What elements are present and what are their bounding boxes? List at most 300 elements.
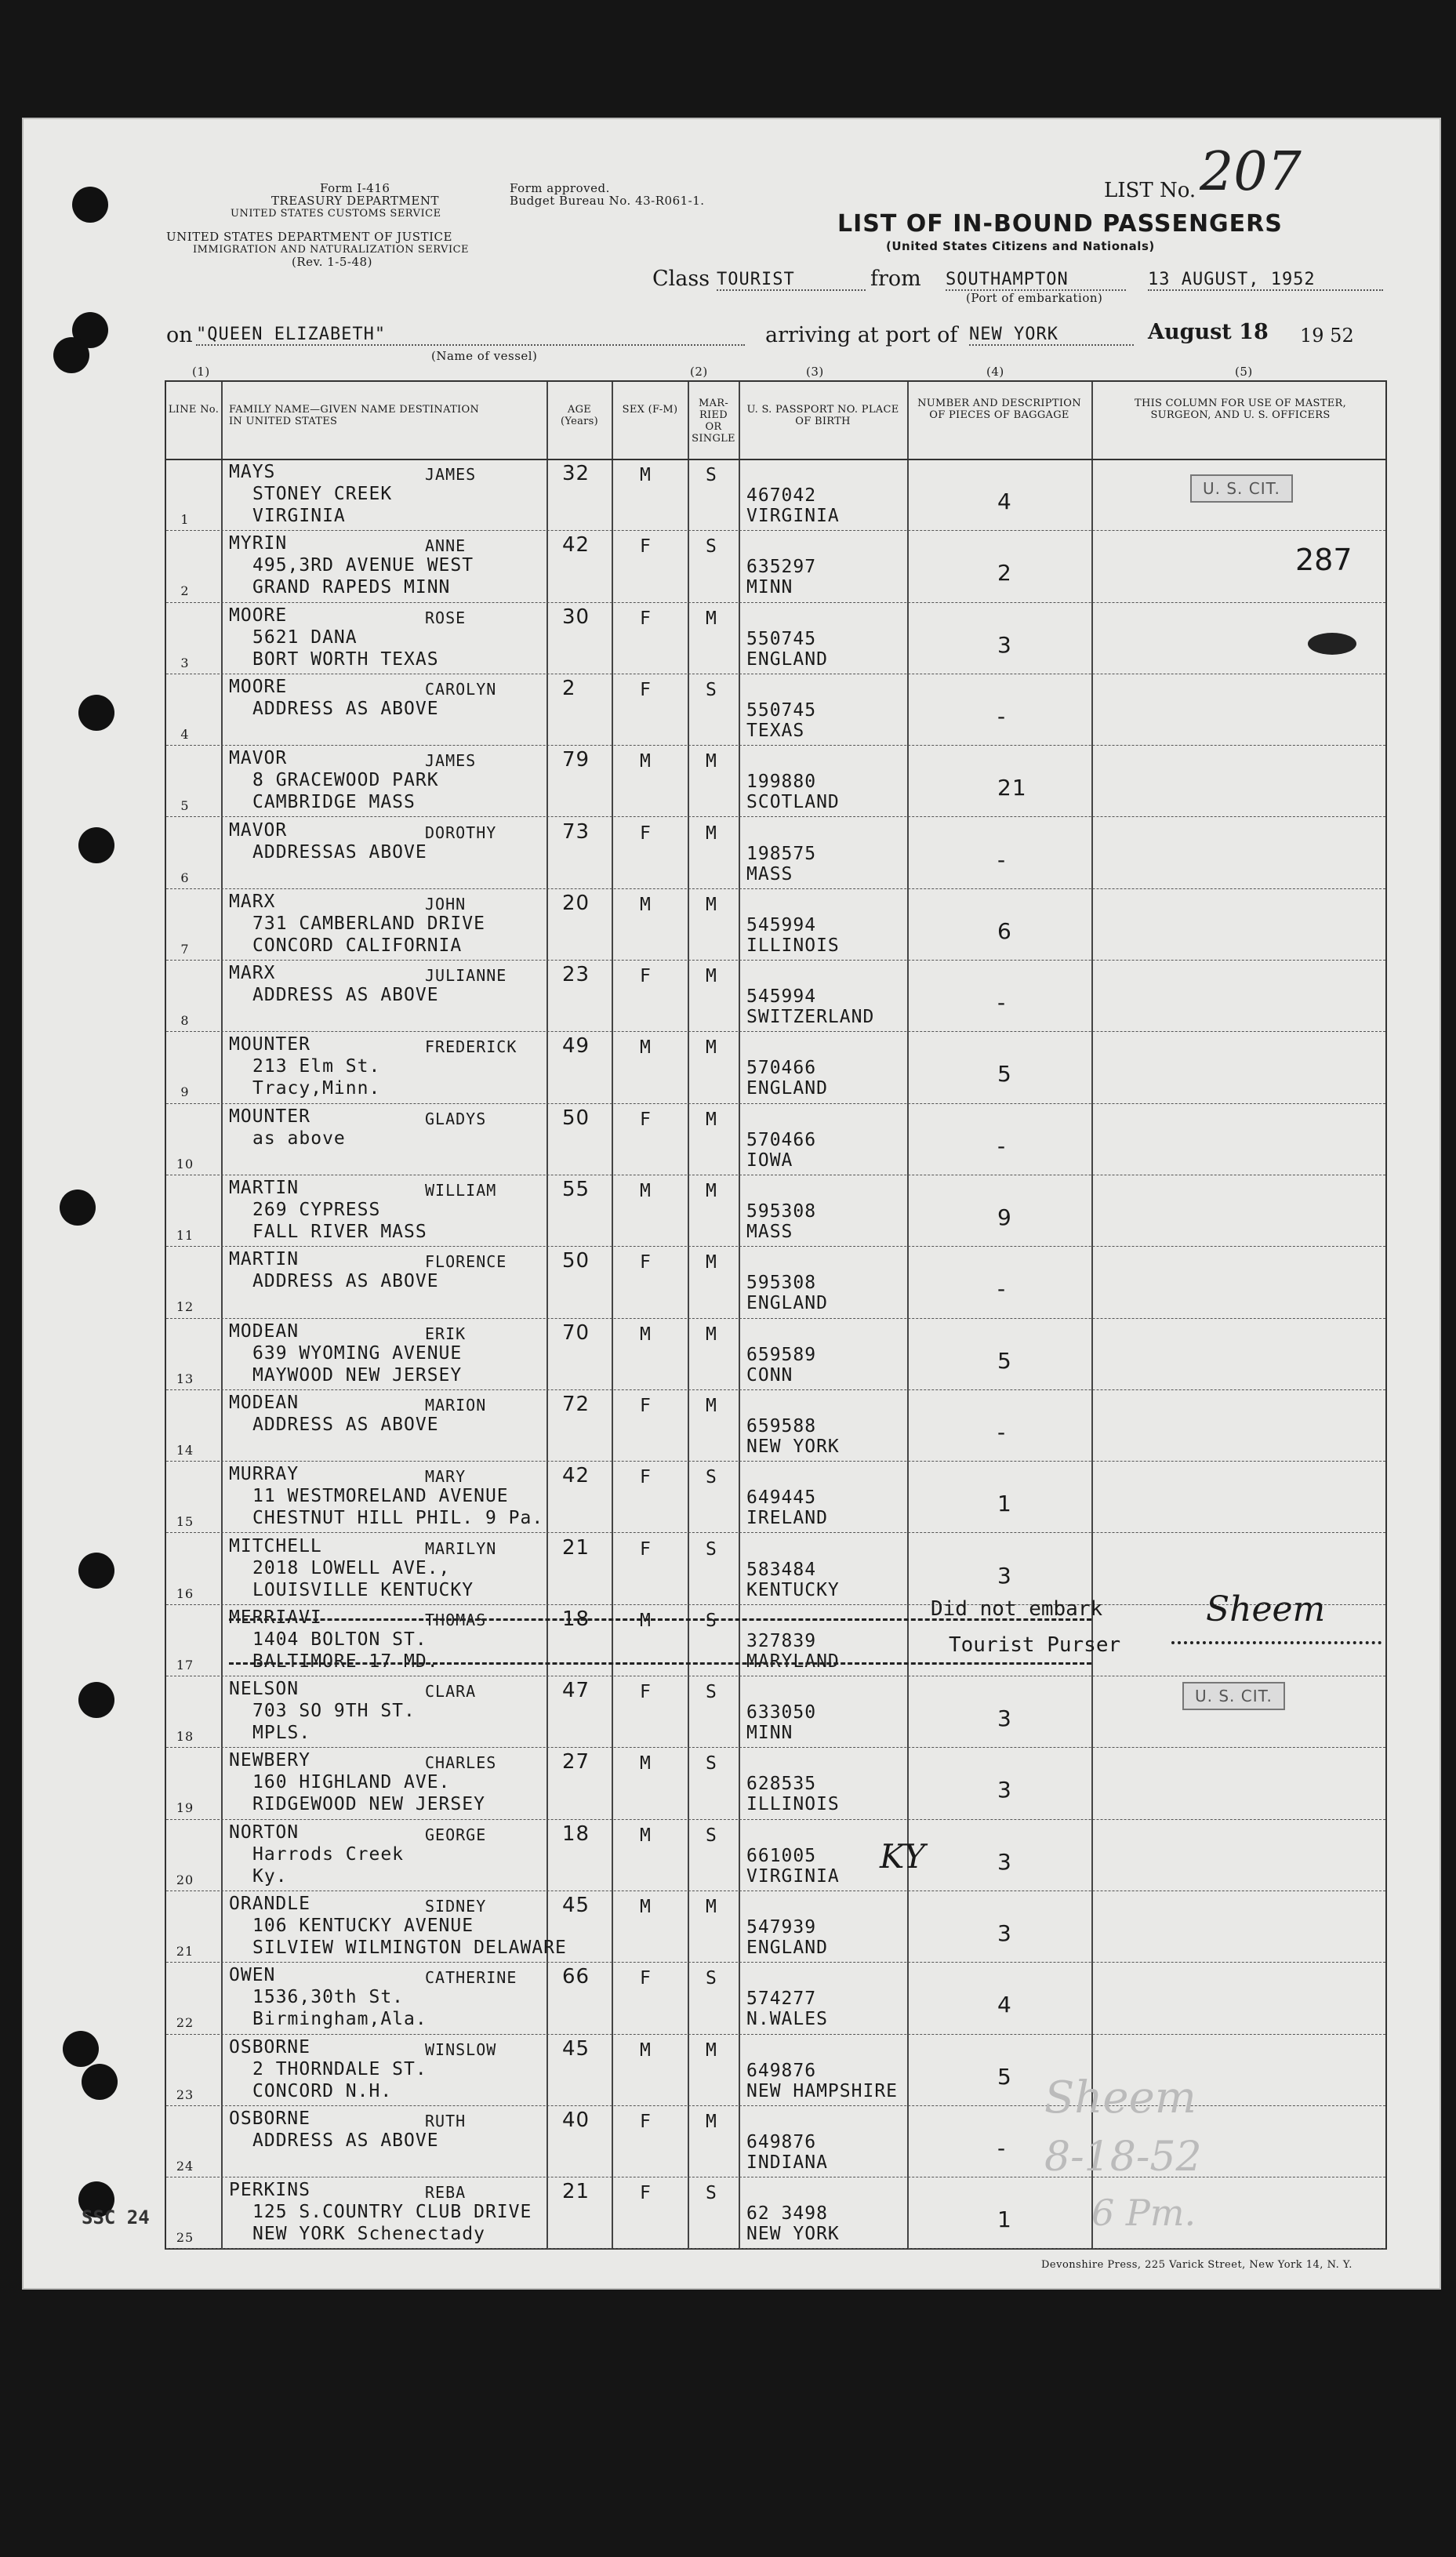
embark-date: 13 AUGUST, 1952 (1148, 270, 1383, 291)
family-name: ORANDLE (229, 1894, 310, 1914)
header-passport: U. S. PASSPORT NO. PLACE OF BIRTH (746, 404, 899, 427)
address-line-1: 703 SO 9TH ST. (252, 1701, 416, 1722)
marital-status: M (706, 966, 717, 987)
line-number: 11 (176, 1228, 194, 1243)
passport-number: 199880 (746, 772, 817, 793)
baggage-count: - (997, 1132, 1007, 1159)
baggage-count: 21 (997, 775, 1027, 801)
line-number: 21 (176, 1944, 194, 1959)
line-number: 12 (176, 1299, 194, 1315)
address-line-2: FALL RIVER MASS (252, 1222, 427, 1242)
embark-caption: (Port of embarkation) (966, 291, 1103, 305)
family-name: MITCHELL (229, 1535, 322, 1556)
punch-hole (78, 695, 114, 731)
table-row (166, 1962, 1385, 2034)
address-line-2: NEW YORK Schenectady (252, 2224, 485, 2245)
table-row (166, 1246, 1385, 1318)
line-number: 9 (180, 1084, 190, 1100)
marital-status: M (706, 1395, 717, 1416)
line-number: 24 (176, 2158, 194, 2174)
tourist-purser-label: Tourist Purser (949, 1633, 1121, 1657)
age: 49 (562, 1034, 590, 1059)
purser-signature-line (1171, 1641, 1382, 1644)
line-number: 18 (176, 1729, 194, 1745)
address-line-1: 2 THORNDALE ST. (252, 2058, 427, 2079)
line-number: 5 (180, 798, 190, 814)
document-title: LIST OF IN-BOUND PASSENGERS (837, 210, 1283, 238)
line-number: 6 (180, 870, 190, 885)
address-line-1: 495,3RD AVENUE WEST (252, 555, 474, 576)
table-row (166, 1891, 1385, 1963)
place-of-birth: NEW HAMPSHIRE (746, 2080, 899, 2101)
passport-number: 661005 (746, 1845, 817, 1866)
address-line-1: ADDRESS AS ABOVE (252, 1414, 439, 1435)
age: 27 (562, 1750, 590, 1774)
header-name: FAMILY NAME—GIVEN NAME DESTINATION IN UNITED STATES (229, 404, 480, 427)
baggage-count: 2 (997, 560, 1012, 587)
address-line-2: MPLS. (252, 1723, 311, 1744)
age: 70 (562, 1320, 590, 1345)
ky-correction: KY (880, 1837, 925, 1876)
address-line-1: Harrods Creek (252, 1843, 405, 1865)
marital-status: S (706, 1610, 717, 1631)
passport-number: 547939 (746, 1917, 817, 1938)
passport-number: 467042 (746, 485, 817, 506)
table-row (166, 602, 1385, 674)
given-name: MARY (425, 1467, 467, 1487)
punch-hole (72, 187, 108, 223)
baggage-count: 4 (997, 1992, 1012, 2018)
marital-status: S (706, 1753, 717, 1774)
marital-status: M (706, 1897, 717, 1917)
family-name: MARTIN (229, 1178, 300, 1198)
sex: M (640, 465, 652, 485)
age: 42 (562, 533, 590, 558)
sex: F (640, 2183, 652, 2204)
given-name: ROSE (425, 608, 467, 627)
address-line-2: RIDGEWOOD NEW JERSEY (252, 1794, 485, 1815)
age: 2 (562, 676, 576, 700)
col-number-1: (1) (192, 365, 210, 379)
marital-status: M (706, 1037, 717, 1059)
address-line-2: VIRGINIA (252, 506, 346, 526)
place-of-birth: ILLINOIS (746, 935, 840, 956)
sex: F (640, 1968, 652, 1989)
margin-code: SSC 24 (82, 2207, 150, 2228)
family-name: MOUNTER (229, 1034, 310, 1055)
address-line-1: 125 S.COUNTRY CLUB DRIVE (252, 2202, 532, 2223)
age: 45 (562, 1894, 590, 1917)
header-line-no: LINE No. (168, 404, 220, 416)
sex: F (640, 608, 652, 629)
place-of-birth: VIRGINIA (746, 1865, 840, 1887)
line-number: 17 (176, 1657, 194, 1673)
table-row (166, 530, 1385, 602)
passport-number: 545994 (746, 914, 817, 935)
marital-status: M (706, 823, 717, 844)
table-row (166, 2177, 1385, 2249)
punch-hole (60, 1190, 96, 1226)
family-name: NEWBERY (229, 1750, 310, 1771)
baggage-count: 5 (997, 1061, 1012, 1088)
family-name: NORTON (229, 1821, 300, 1843)
table-row (166, 1533, 1385, 1605)
given-name: JOHN (425, 894, 467, 913)
sex: F (640, 2111, 652, 2132)
baggage-count: - (997, 846, 1007, 873)
place-of-birth: NEW YORK (746, 2224, 840, 2245)
baggage-count: 3 (997, 1920, 1012, 1946)
place-of-birth: MASS (746, 1222, 793, 1242)
class-label: Class (652, 267, 710, 291)
baggage-count: 3 (997, 1848, 1012, 1875)
marital-status: S (706, 1825, 717, 1846)
passport-number: 545994 (746, 986, 817, 1008)
given-name: THOMAS (425, 1610, 487, 1629)
sex: M (640, 751, 652, 772)
passport-number: 649445 (746, 1487, 817, 1509)
marital-status: M (706, 1324, 717, 1345)
table-row (166, 2034, 1385, 2106)
given-name: JAMES (425, 465, 477, 484)
age: 79 (562, 748, 590, 772)
address-line-1: ADDRESS AS ABOVE (252, 1271, 439, 1292)
passport-number: 633050 (746, 1702, 817, 1723)
sex: M (640, 894, 652, 915)
header-married: MAR- RIED OR SINGLE (692, 398, 735, 445)
header-sex: SEX (F-M) (622, 404, 678, 416)
address-line-1: 5621 DANA (252, 627, 358, 648)
place-of-birth: SCOTLAND (746, 792, 840, 813)
place-of-birth: ILLINOIS (746, 1794, 840, 1815)
line-number: 1 (180, 512, 190, 527)
given-name: JAMES (425, 751, 477, 771)
table-row (166, 888, 1385, 961)
line-number: 8 (180, 1013, 190, 1029)
budget-bureau: Budget Bureau No. 43-R061-1. (510, 194, 705, 208)
age: 30 (562, 605, 590, 629)
passport-number: 550745 (746, 628, 817, 649)
passport-number: 570466 (746, 1058, 817, 1079)
address-line-1: ADDRESS AS ABOVE (252, 698, 439, 719)
address-line-2: MAYWOOD NEW JERSEY (252, 1364, 463, 1386)
sex: M (640, 1037, 652, 1059)
age: 47 (562, 1679, 590, 1703)
place-of-birth: ENGLAND (746, 1078, 828, 1099)
class-value: TOURIST (717, 270, 866, 291)
place-of-birth: ENGLAND (746, 648, 828, 670)
line-number: 19 (176, 1800, 194, 1816)
address-line-2: CONCORD CALIFORNIA (252, 935, 463, 956)
punch-hole (82, 2064, 118, 2100)
age: 72 (562, 1392, 590, 1416)
age: 40 (562, 2108, 590, 2132)
passport-number: 659588 (746, 1415, 817, 1436)
given-name: GLADYS (425, 1109, 487, 1128)
address-line-2: CONCORD N.H. (252, 2080, 393, 2101)
age: 18 (562, 1607, 590, 1631)
sex: F (640, 1109, 652, 1130)
line-number: 4 (180, 726, 190, 742)
passport-number: 635297 (746, 557, 817, 578)
address-line-1: 731 CAMBERLAND DRIVE (252, 913, 485, 934)
age: 50 (562, 1106, 590, 1130)
table-row (166, 1103, 1385, 1175)
baggage-count: 5 (997, 2063, 1012, 2090)
address-line-1: 269 CYPRESS (252, 1200, 381, 1220)
age: 32 (562, 462, 590, 485)
address-line-2: CAMBRIDGE MASS (252, 792, 416, 813)
date-note: 8-18-52 (1044, 2134, 1202, 2181)
given-name: FREDERICK (425, 1037, 517, 1057)
marital-status: S (706, 465, 717, 485)
col-number-2: (2) (690, 365, 708, 379)
given-name: MARILYN (425, 1538, 497, 1558)
baggage-count: 1 (997, 2207, 1012, 2233)
place-of-birth: CONN (746, 1364, 793, 1386)
address-line-2: SILVIEW WILMINGTON DELAWARE (252, 1938, 567, 1958)
passenger-table (165, 380, 1387, 2250)
list-no-label: LIST No. (1104, 179, 1196, 202)
place-of-birth: MINN (746, 577, 793, 598)
address-line-2: CHESTNUT HILL PHIL. 9 Pa. (252, 1508, 544, 1529)
baggage-count: - (997, 1276, 1007, 1302)
from-label: from (870, 267, 921, 291)
strikeout-line (229, 1662, 1091, 1665)
sex: F (640, 1682, 652, 1703)
marital-status: S (706, 536, 717, 558)
family-name: MODEAN (229, 1320, 300, 1342)
age: 21 (562, 2180, 590, 2204)
marital-status: S (706, 1538, 717, 1560)
address-line-1: 2018 LOWELL AVE., (252, 1557, 451, 1578)
purser-signature: Sheem (1206, 1589, 1326, 1629)
given-name: REBA (425, 2183, 467, 2203)
list-no-value: 207 (1200, 141, 1302, 203)
dept-treasury: TREASURY DEPARTMENT (271, 194, 439, 208)
marital-status: M (706, 1109, 717, 1130)
col-number-3: (3) (806, 365, 824, 379)
given-name: CHARLES (425, 1753, 497, 1773)
marital-status: S (706, 679, 717, 700)
family-name: MARX (229, 963, 276, 984)
place-of-birth: VIRGINIA (746, 506, 840, 526)
address-line-1: 639 WYOMING AVENUE (252, 1342, 463, 1364)
arrival-date: August 18 (1148, 320, 1269, 344)
address-line-1: as above (252, 1128, 346, 1149)
given-name: MARION (425, 1395, 487, 1415)
table-row (166, 2105, 1385, 2177)
line-number: 20 (176, 1872, 194, 1887)
address-line-2: Tracy,Minn. (252, 1078, 381, 1099)
passport-number: 595308 (746, 1273, 817, 1294)
marital-status: S (706, 2183, 717, 2204)
document-subtitle: (United States Citizens and Nationals) (886, 239, 1155, 253)
family-name: PERKINS (229, 2180, 310, 2201)
form-approved: Form approved. (510, 181, 610, 195)
family-name: OWEN (229, 1965, 276, 1986)
table-row (166, 1318, 1385, 1390)
address-line-1: ADDRESS AS ABOVE (252, 985, 439, 1006)
header-age: AGE (Years) (560, 404, 599, 427)
baggage-count: 3 (997, 1562, 1012, 1589)
arrival-year: 19 52 (1300, 325, 1354, 347)
us-citizen-stamp: U. S. CIT. (1190, 474, 1293, 503)
address-line-1: STONEY CREEK (252, 484, 393, 504)
family-name: MAVOR (229, 748, 288, 769)
passport-number: 198575 (746, 843, 817, 864)
header-baggage: NUMBER AND DESCRIPTION OF PIECES OF BAGGAGE (917, 398, 1081, 421)
punch-hole (78, 827, 114, 863)
table-row (166, 674, 1385, 746)
address-line-1: 160 HIGHLAND AVE. (252, 1772, 451, 1793)
on-label: on (166, 323, 193, 347)
count-note: 287 (1295, 543, 1353, 577)
address-line-1: 11 WESTMORELAND AVENUE (252, 1486, 509, 1507)
marital-status: S (706, 1467, 717, 1488)
table-row (166, 1389, 1385, 1462)
line-number: 22 (176, 2015, 194, 2031)
address-line-2: LOUISVILLE KENTUCKY (252, 1579, 474, 1600)
family-name: MARTIN (229, 1249, 300, 1270)
family-name: NELSON (229, 1679, 300, 1700)
family-name: MODEAN (229, 1392, 300, 1413)
table-row (166, 1747, 1385, 1819)
baggage-count: 1 (997, 1491, 1012, 1517)
customs-service: UNITED STATES CUSTOMS SERVICE (231, 208, 441, 220)
given-name: DOROTHY (425, 823, 497, 842)
line-number: 16 (176, 1585, 194, 1601)
family-name: MAYS (229, 462, 276, 482)
place-of-birth: IOWA (746, 1150, 793, 1171)
sex: M (640, 1610, 652, 1631)
sex: F (640, 536, 652, 558)
age: 50 (562, 1249, 590, 1273)
address-line-1: 106 KENTUCKY AVENUE (252, 1916, 474, 1936)
table-row (166, 817, 1385, 889)
age: 21 (562, 1535, 590, 1560)
marital-status: M (706, 2039, 717, 2061)
place-of-birth: MASS (746, 863, 793, 884)
line-number: 25 (176, 2230, 194, 2246)
table-row (166, 1604, 1385, 1676)
sex: F (640, 1395, 652, 1416)
time-note: 6 Pm. (1091, 2192, 1196, 2234)
family-name: OSBORNE (229, 2036, 310, 2058)
vessel-name: "QUEEN ELIZABETH" (196, 325, 745, 346)
baggage-count: 9 (997, 1204, 1012, 1230)
family-name: OSBORNE (229, 2108, 310, 2129)
baggage-count: 3 (997, 1705, 1012, 1732)
sex: M (640, 2039, 652, 2061)
line-number: 10 (176, 1156, 194, 1171)
baggage-count: - (997, 2134, 1007, 2161)
family-name: MOORE (229, 676, 288, 697)
us-citizen-stamp-2: U. S. CIT. (1182, 1682, 1285, 1710)
place-of-birth: ENGLAND (746, 1293, 828, 1314)
address-line-1: 213 Elm St. (252, 1056, 381, 1077)
line-number: 23 (176, 2087, 194, 2102)
sex: M (640, 1753, 652, 1774)
marital-status: M (706, 1181, 717, 1201)
address-line-2: BORT WORTH TEXAS (252, 648, 439, 670)
table-row (166, 960, 1385, 1032)
family-name: MOUNTER (229, 1106, 310, 1127)
passport-number: 649876 (746, 2060, 817, 2081)
marital-status: M (706, 2111, 717, 2132)
place-of-birth: N.WALES (746, 2009, 828, 2030)
passport-number: 574277 (746, 1989, 817, 2010)
line-number: 2 (180, 583, 190, 599)
given-name: WINSLOW (425, 2039, 497, 2059)
given-name: CAROLYN (425, 679, 497, 699)
sex: M (640, 1897, 652, 1917)
family-name: MAVOR (229, 819, 288, 841)
header-officers: THIS COLUMN FOR USE OF MASTER, SURGEON, AND U. S. OFFICERS (1134, 398, 1347, 421)
sex: M (640, 1825, 652, 1846)
address-line-1: ADDRESS AS ABOVE (252, 2130, 439, 2151)
line-number: 3 (180, 655, 190, 670)
age: 42 (562, 1464, 590, 1488)
given-name: SIDNEY (425, 1897, 487, 1916)
passport-number: 659589 (746, 1344, 817, 1365)
punch-hole (53, 337, 89, 373)
ins-service: IMMIGRATION AND NATURALIZATION SERVICE (193, 244, 470, 256)
age: 23 (562, 963, 590, 987)
passport-number: 628535 (746, 1774, 817, 1795)
marital-status: M (706, 751, 717, 772)
given-name: JULIANNE (425, 966, 507, 986)
address-line-1: 1536,30th St. (252, 1987, 405, 2008)
sex: M (640, 1324, 652, 1345)
place-of-birth: NEW YORK (746, 1436, 840, 1457)
given-name: CLARA (425, 1682, 477, 1702)
age: 18 (562, 1821, 590, 1846)
baggage-count: 3 (997, 1777, 1012, 1803)
given-name: GEORGE (425, 1825, 487, 1844)
from-value: SOUTHAMPTON (946, 270, 1126, 291)
baggage-count: 3 (997, 631, 1012, 658)
sex: F (640, 679, 652, 700)
punch-hole (78, 1682, 114, 1718)
place-of-birth: MINN (746, 1723, 793, 1744)
place-of-birth: MARYLAND (746, 1651, 840, 1672)
age: 45 (562, 2036, 590, 2061)
address-line-2: GRAND RAPEDS MINN (252, 577, 451, 598)
passport-number: 595308 (746, 1201, 817, 1222)
form-id: Form I-416 (320, 181, 390, 195)
place-of-birth: ENGLAND (746, 1938, 828, 1958)
sex: M (640, 1181, 652, 1201)
passport-number: 62 3498 (746, 2203, 828, 2225)
place-of-birth: KENTUCKY (746, 1579, 840, 1600)
passport-number: 570466 (746, 1129, 817, 1150)
passport-number: 583484 (746, 1559, 817, 1580)
sex: F (640, 823, 652, 844)
family-name: MERRIAVI (229, 1607, 322, 1628)
line-number: 15 (176, 1514, 194, 1530)
address-line-2: Ky. (252, 1865, 288, 1887)
printer-footer: Devonshire Press, 225 Varick Street, New York 14, N. Y. (1041, 2259, 1353, 2271)
line-number: 14 (176, 1442, 194, 1458)
family-name: MURRAY (229, 1464, 300, 1485)
address-line-2: Birmingham,Ala. (252, 2009, 427, 2030)
marital-status: M (706, 1252, 717, 1273)
family-name: MYRIN (229, 533, 288, 554)
line-number: 7 (180, 941, 190, 957)
address-line-1: 1404 BOLTON ST. (252, 1629, 427, 1650)
given-name: CATHERINE (425, 1968, 517, 1988)
